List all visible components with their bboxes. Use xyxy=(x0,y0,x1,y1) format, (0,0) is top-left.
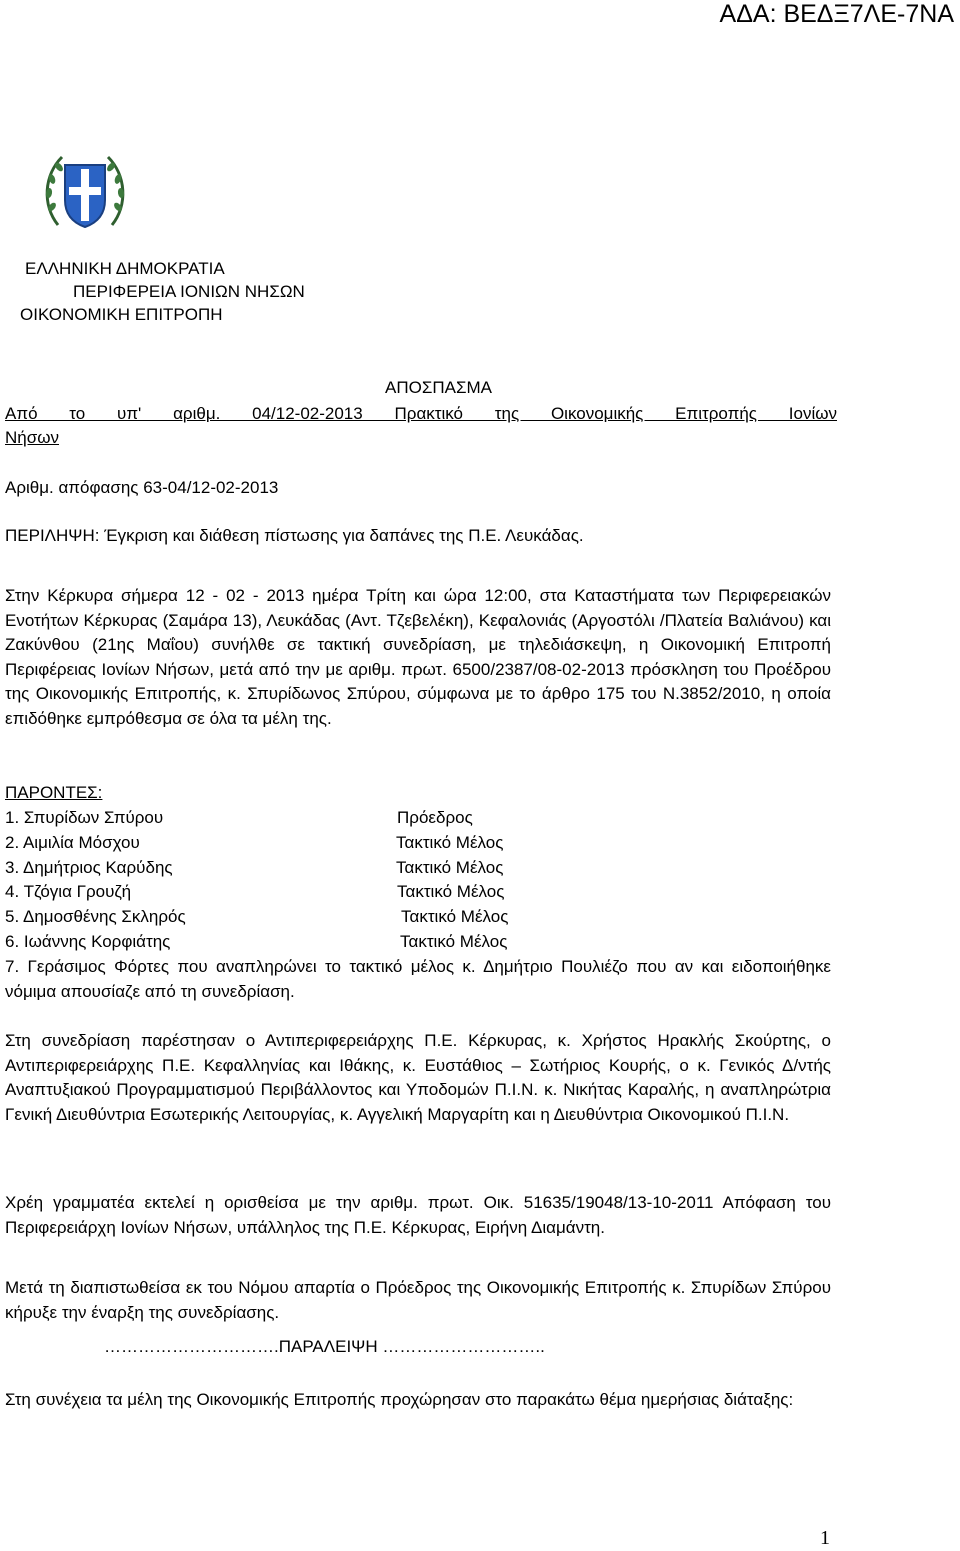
member-role: Τακτικό Μέλος xyxy=(396,858,504,877)
member-role: Τακτικό Μέλος xyxy=(400,932,508,951)
member-7-text: 7. Γεράσιμος Φόρτες που αναπληρώνει το τακτικό μέλος κ. Δημήτριο Πουλιέζο που αν και ειδοποιήθηκε νόμιμα απουσίαζε από τη συνεδρίαση. xyxy=(5,957,831,1001)
intro-paragraph xyxy=(5,584,831,732)
intro-text: Στην Κέρκυρα σήμερα 12 - 02 - 2013 ημέρα Τρίτη και ώρα 12:00, στα Καταστήματα των Περιφερειακών Ενοτήτων Κέρκυρας (Σαμάρα 13), Λευκάδας (Αντ. Τζεβελέκη), Κεφαλονιάς (Αργοστόλι /Πλατεία Βαλιάνου) και Ζακύνθου (21ης Μαΐου) συνήλθε σε τακτική συνεδρίαση, με τηλεδιάσκεψη, η Οικονομική Επιτροπή Περιφέρειας Ιονίων Νήσων, μετά από την με αριθμ. πρωτ. 6500/2387/08-02-2013 πρόσκληση του Προέδρου της Οικονομικής Επιτροπής, κ. Σπυρίδωνος Σπύρου, σύμφωνα με το άρθρο 175 του Ν.3852/2010, η οποία επιδόθηκε εμπρόθεσμα σε όλα τα μέλη της. xyxy=(5,586,831,728)
header-line-1: ΕΛΛΗΝΙΚΗ ΔΗΜΟΚΡΑΤΙΑ xyxy=(25,259,225,278)
next-agenda-paragraph xyxy=(5,1388,831,1413)
document-title: ΑΠΟΣΠΑΣΜΑ xyxy=(385,378,492,397)
member-name: 3. Δημήτριος Καρύδης xyxy=(5,858,173,877)
list-item xyxy=(5,905,705,929)
quorum-text: Μετά τη διαπιστωθείσα εκ του Νόμου απαρτία ο Πρόεδρος της Οικονομικής Επιτροπής κ. Σπυρίδων Σπύρου κήρυξε την έναρξη της συνεδρίασης. xyxy=(5,1278,831,1322)
secretary-paragraph xyxy=(5,1191,831,1240)
present-officials-paragraph xyxy=(5,1029,831,1127)
page-number: 1 xyxy=(820,1527,830,1549)
present-officials-text: Στη συνεδρίαση παρέστησαν ο Αντιπεριφερειάρχης Π.Ε. Κέρκυρας, κ. Χρήστος Ηρακλής Σκούρτης, ο Αντιπεριφερειάρχης Π.Ε. Κεφαλληνίας και Ιθάκης, κ. Ευστάθιος – Σωτήριος Κουρής, ο κ. Γενικός Δ/ντής Αναπτυξιακού Προγραμματισμού Περιβάλλοντος και Υποδομών Π.Ι.Ν. κ. Νικήτας Καραλής, η αναπληρώτρια Γενική Διευθύντρια Εσωτερικής Λειτουργίας, κ. Αγγελική Μαργαρίτη και η Διευθύντρια Οικονομικού Π.Ι.Ν. xyxy=(5,1031,831,1124)
list-item xyxy=(5,930,705,954)
header-line-2: ΠΕΡΙΦΕΡΕΙΑ ΙΟΝΙΩΝ ΝΗΣΩΝ xyxy=(73,282,305,301)
praktiko-line-2: Νήσων xyxy=(5,428,59,447)
present-label: ΠΑΡΟΝΤΕΣ: xyxy=(5,783,103,802)
member-role: Τακτικό Μέλος xyxy=(401,907,509,926)
decision-number: Αριθμ. απόφασης 63-04/12-02-2013 xyxy=(5,478,279,497)
list-item xyxy=(5,880,705,904)
list-item xyxy=(5,831,705,855)
summary-text: Έγκριση και διάθεση πίστωσης για δαπάνες της Π.Ε. Λευκάδας. xyxy=(99,526,584,545)
member-role: Τακτικό Μέλος xyxy=(396,833,504,852)
quorum-paragraph xyxy=(5,1276,831,1325)
list-item xyxy=(5,856,705,880)
member-role: Πρόεδρος xyxy=(397,808,473,827)
header-line-3: ΟΙΚΟΝΟΜΙΚΗ ΕΠΙΤΡΟΠΗ xyxy=(20,305,223,324)
summary xyxy=(5,526,584,546)
member-name: 1. Σπυρίδων Σπύρου xyxy=(5,808,164,827)
member-role: Τακτικό Μέλος xyxy=(397,882,505,901)
list-item xyxy=(5,806,705,830)
member-7-paragraph xyxy=(5,955,831,1004)
next-agenda-text: Στη συνέχεια τα μέλη της Οικονομικής Επιτροπής προχώρησαν στο παρακάτω θέμα ημερήσιας διάταξης: xyxy=(5,1390,794,1409)
member-name: 2. Αιμιλία Μόσχου xyxy=(5,833,140,852)
member-name: 6. Ιωάννης Κορφιάτης xyxy=(5,932,171,951)
member-name: 5. Δημοσθένης Σκληρός xyxy=(5,907,186,926)
greek-emblem-icon xyxy=(40,145,130,240)
praktiko-line-1: Από το υπ' αριθμ. 04/12-02-2013 Πρακτικό της Οικονομικής Επιτροπής Ιονίων xyxy=(5,404,837,423)
secretary-text: Χρέη γραμματέα εκτελεί η ορισθείσα με την αριθμ. πρωτ. Οικ. 51635/19048/13-10-2011 Απόφαση του Περιφερειάρχη Ιονίων Νήσων, υπάλληλος της Π.Ε. Κέρκυρας, Ειρήνη Διαμάντη. xyxy=(5,1193,831,1237)
omission-marker: ………………………….ΠΑΡΑΛΕΙΨΗ ……………………….. xyxy=(104,1337,545,1356)
member-name: 4. Τζόγια Γρουζή xyxy=(5,882,132,901)
ada-code: ΑΔΑ: ΒΕΔΞ7ΛΕ-7ΝΑ xyxy=(719,0,954,28)
summary-label: ΠΕΡΙΛΗΨΗ: xyxy=(5,526,100,545)
